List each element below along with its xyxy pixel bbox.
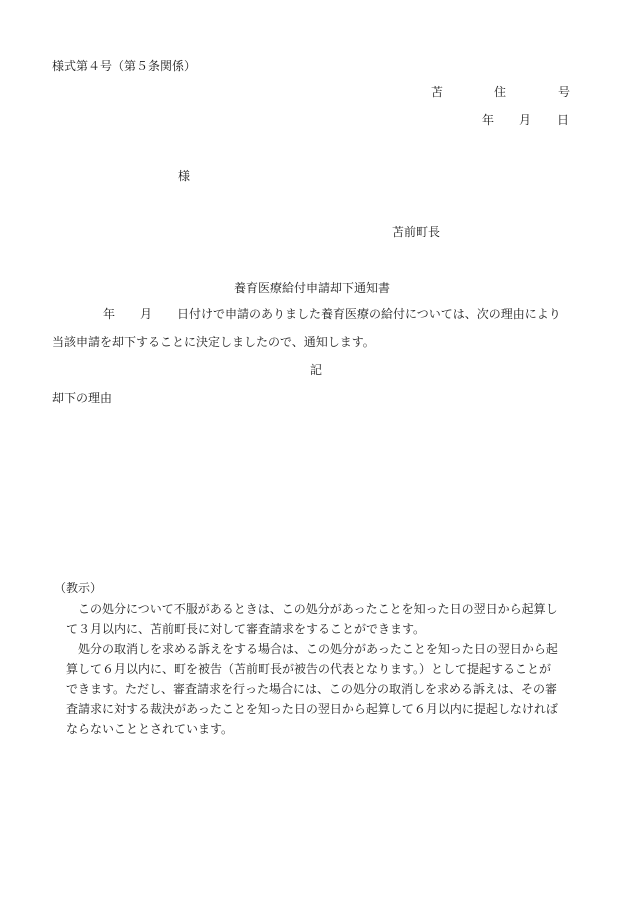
- sender-name: 苫前町長: [392, 225, 441, 239]
- body-year: 年: [103, 307, 116, 321]
- form-number: 様式第４号（第５条関係）: [52, 59, 197, 73]
- body-line2: 当該申請を却下することに決定しましたので、通知します。: [52, 335, 375, 349]
- body-month: 月: [140, 307, 153, 321]
- instruction-p1-line1: この処分について不服があるときは、この処分があったことを知った日の翌日から起算し: [78, 602, 558, 616]
- doc-number-prefix: 苫: [431, 85, 444, 99]
- instruction-p2-line4: 査請求に対する裁決があったことを知った日の翌日から起算して６月以内に提起しなければ: [66, 702, 558, 716]
- date-day: 日: [557, 113, 570, 127]
- instruction-p1-line2: て３月以内に、苫前町長に対して審査請求をすることができます。: [66, 622, 426, 636]
- reason-label: 却下の理由: [52, 391, 113, 405]
- instruction-p2-line3: できます。ただし、審査請求を行った場合には、この処分の取消しを求める訴えは、その審: [66, 682, 558, 696]
- doc-number-suffix: 号: [558, 85, 571, 99]
- body-line1: 日付けで申請のありました養育医療の給付については、次の理由により: [177, 307, 561, 321]
- instruction-p2-line2: 算して６月以内に、町を被告（苫前町長が被告の代表となります。）として提起することが: [66, 662, 552, 676]
- date-year: 年: [482, 113, 495, 127]
- instruction-heading: （教示）: [54, 581, 103, 595]
- addressee-suffix: 様: [178, 169, 191, 183]
- doc-number-middle: 住: [494, 85, 507, 99]
- date-month: 月: [519, 113, 532, 127]
- instruction-p2-line1: 処分の取消しを求める訴えをする場合は、この処分があったことを知った日の翌日から起: [78, 642, 558, 656]
- instruction-p2-line5: ならないこととされています。: [66, 722, 234, 736]
- ki-heading: 記: [310, 363, 323, 377]
- document-title: 養育医療給付申請却下通知書: [234, 281, 391, 295]
